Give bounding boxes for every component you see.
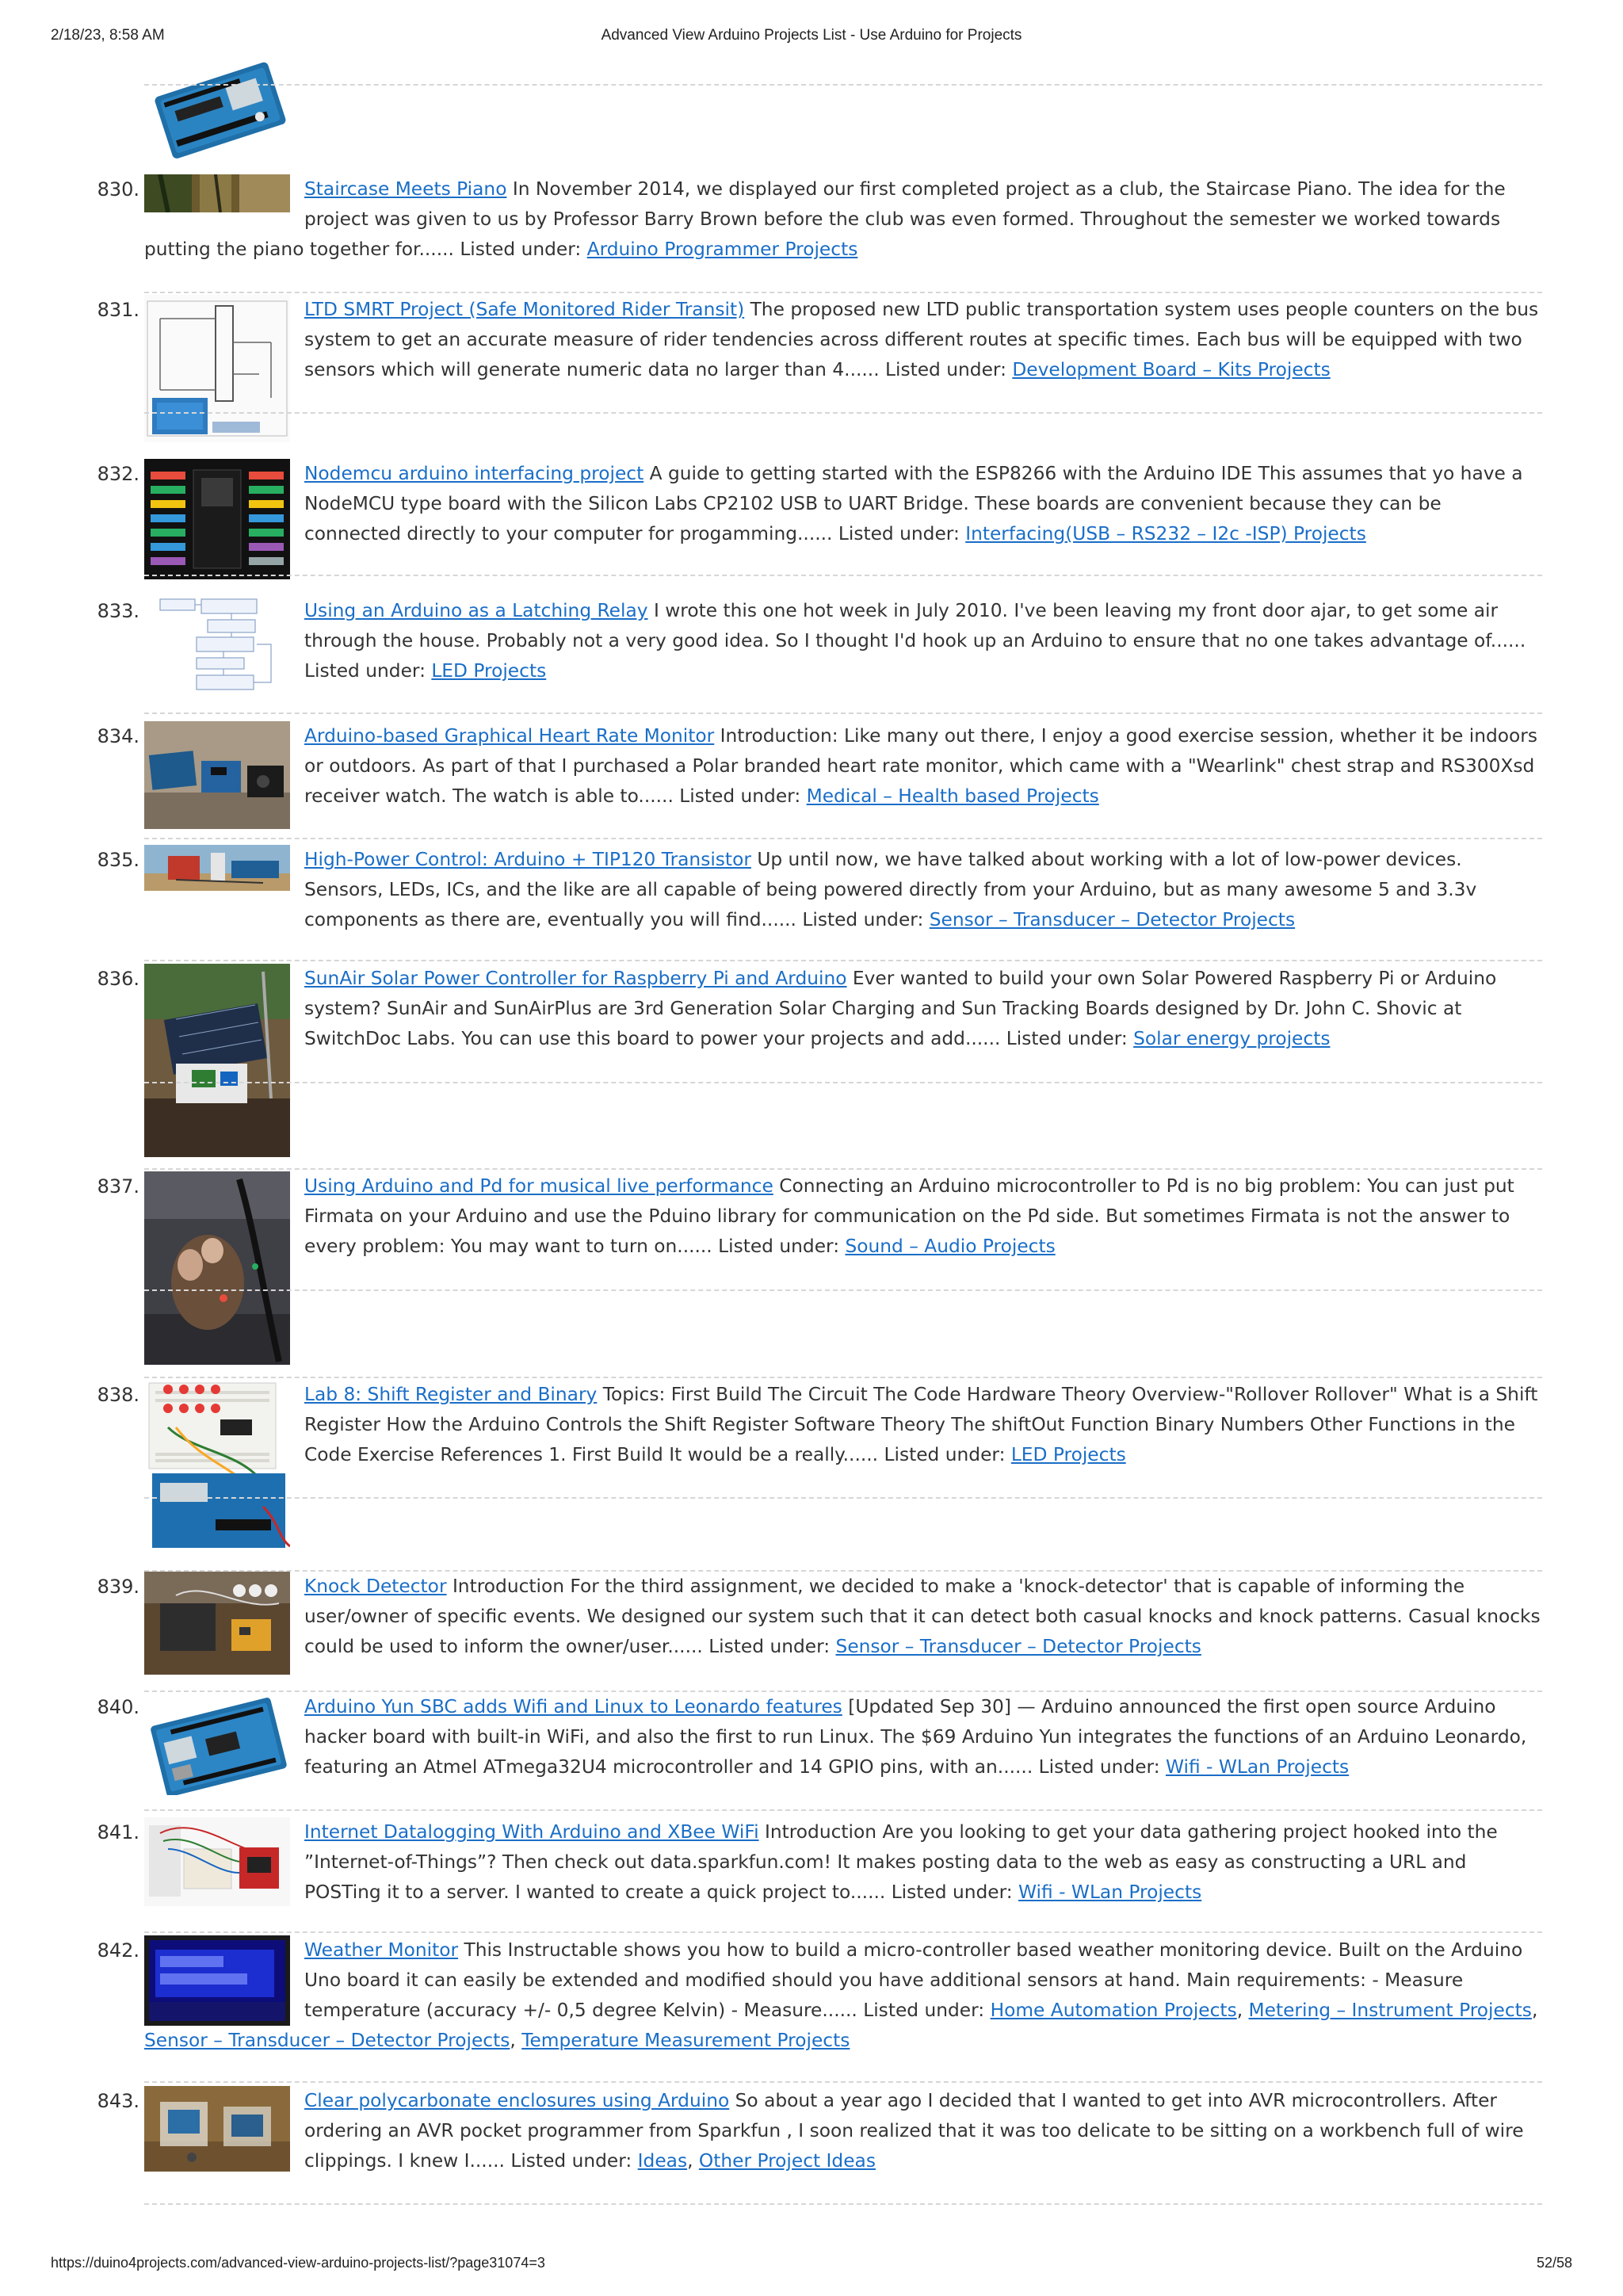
list-item (51, 2086, 1542, 2176)
item-title-link[interactable]: Clear polycarbonate enclosures using Arduino (304, 2090, 730, 2111)
separator (144, 1809, 1542, 1811)
category-link[interactable]: LED Projects (1010, 1444, 1126, 1465)
item-number: 838. (97, 1384, 139, 1406)
list-item (51, 845, 1542, 930)
listed-under-label: Listed under: (679, 785, 801, 807)
category-link[interactable]: Wifi - WLan Projects (1165, 1756, 1350, 1778)
item-text (144, 1572, 1542, 1662)
separator (144, 412, 1542, 414)
item-description: So about a year ago I decided that I wanted to get into AVR microcontrollers. After ordering an AVR pocket programmer from Sparkfun , I soon realized that it was too delicate to be sitting on a workbench full of wire clippings. I knew I...... (304, 2090, 1524, 2172)
list-item (51, 721, 1542, 829)
item-number: 837. (97, 1175, 139, 1198)
item-text (144, 295, 1542, 385)
separator (144, 960, 1542, 961)
list-item (51, 1692, 1542, 1795)
separator (144, 712, 1542, 714)
item-title-link[interactable]: Nodemcu arduino interfacing project (304, 463, 644, 484)
item-description: Ever wanted to build your own Solar Powered Raspberry Pi or Arduino system? SunAir and SunAirPlus are 3rd Generation Solar Charging and Sun Tracking Boards designed by Dr. John C. Shovic at SwitchDoc Labs. You can use this board to power your projects and add...... (304, 968, 1497, 1049)
category-link[interactable]: Sensor – Transducer – Detector Projects (144, 2030, 510, 2051)
listed-under-label: Listed under: (708, 1636, 831, 1657)
item-number: 830. (97, 178, 139, 201)
item-description: Connecting an Arduino microcontroller to Pd is no big problem: You can just put Firmata on your Arduino and use the Pduino library for communication on the Pd side. But sometimes Firmata is not the answer to every problem: You may want to turn on...... (304, 1175, 1514, 1257)
item-title-link[interactable]: High-Power Control: Arduino + TIP120 Transistor (304, 849, 751, 870)
category-link[interactable]: LED Projects (431, 660, 547, 682)
separator (144, 1931, 1542, 1933)
item-title-link[interactable]: LTD SMRT Project (Safe Monitored Rider Transit) (304, 299, 745, 320)
list-item (51, 596, 1542, 694)
listed-under-label: Listed under: (1038, 1756, 1160, 1778)
listed-under-label: Listed under: (802, 909, 924, 930)
item-description: In November 2014, we displayed our first completed project as a club, the Staircase Piano. The idea for the project was given to us by Professor Barry Brown before the club was even formed. Throughout the semester we worked towards putting the piano together for...... (144, 178, 1506, 260)
separator (144, 838, 1542, 839)
item-description: The proposed new LTD public transportation system uses people counters on the bus system to get an accurate measure of rider tendencies across different routes at specific times. Each bus will be equipped with two sensors which will generate numeric data no larger than 4...... (304, 299, 1539, 380)
page-counter: 52/58 (1536, 2255, 1572, 2271)
category-link[interactable]: Sound – Audio Projects (845, 1236, 1056, 1257)
separator (144, 84, 1542, 86)
separator (144, 292, 1542, 293)
list-item (51, 295, 1542, 445)
category-link[interactable]: Wifi - WLan Projects (1018, 1881, 1202, 1903)
listed-under-label: Listed under: (891, 1881, 1013, 1903)
item-number: 843. (97, 2090, 139, 2112)
category-link[interactable]: Temperature Measurement Projects (521, 2030, 850, 2051)
item-number: 842. (97, 1939, 139, 1962)
item-description: Introduction For the third assignment, we decided to make a 'knock-detector' that is capable of informing the user/owner of specific events. We designed our system such that it can detect both casual knocks and knock patterns. Casual knocks could be used to inform the owner/user...... (304, 1576, 1541, 1657)
list-item (51, 964, 1542, 1157)
category-link[interactable]: Solar energy projects (1133, 1028, 1331, 1049)
category-link[interactable]: Metering – Instrument Projects (1248, 2000, 1532, 2021)
listed-under-label: Listed under: (460, 239, 582, 260)
item-number: 832. (97, 463, 139, 485)
print-url: https://duino4projects.com/advanced-view-arduino-projects-list/?page31074=3 (51, 2255, 545, 2271)
item-number: 833. (97, 600, 139, 622)
item-description: Topics: First Build The Circuit The Code Hardware Theory Overview-"Rollover Rollover" What is a Shift Register How the Arduino Controls the Shift Register Software Theory The shiftOut Function Binary Numbers Other Functions in the Code Exercise References 1. First Build It would be a really...... (304, 1384, 1538, 1465)
print-datetime: 2/18/23, 8:58 AM (51, 27, 165, 44)
item-title-link[interactable]: SunAir Solar Power Controller for Raspberry Pi and Arduino (304, 968, 847, 989)
list-item (51, 1817, 1542, 1906)
item-text (144, 596, 1542, 686)
print-header (51, 27, 1572, 49)
item-number: 834. (97, 725, 139, 747)
listed-under-label: Listed under: (718, 1236, 840, 1257)
item-text (144, 964, 1542, 1054)
item-text (144, 459, 1542, 549)
item-text (144, 721, 1542, 812)
item-description: [Updated Sep 30] — Arduino announced the first open source Arduino hacker board with built-in WiFi, and also the first to run Linux. The $69 Arduino Yun integrates the functions of an Arduino Leonardo, featuring an Atmel ATmega32U4 microcontroller and 14 GPIO pins, with an...... (304, 1696, 1527, 1778)
item-number: 840. (97, 1696, 139, 1718)
list-item (51, 1171, 1542, 1365)
category-link[interactable]: Arduino Programmer Projects (586, 239, 858, 260)
separator (144, 2203, 1542, 2205)
item-text: Clear polycarbonate enclosures using Arduino So about a year ago I decided that I wanted to get into AVR microcontrollers. After ordering an AVR pocket programmer from Sparkfun , I soon realized that it was too delicate to be sitting on a workbench full of wire clippings. I knew I...... Listed under: Ideas, Other Project Ideas (304, 2090, 1524, 2172)
item-number: 839. (97, 1576, 139, 1598)
item-description: I wrote this one hot week in July 2010. I've been leaving my front door ajar, to get some air through the house. Probably not a very good idea. So I thought I'd hook up an Arduino to ensure that no one takes advantage of...... (304, 600, 1526, 651)
separator (144, 2081, 1542, 2083)
item-text: Weather Monitor This Instructable shows you how to build a micro-controller based weather monitoring device. Built on the Arduino Uno board it can easily be extended and modified should you have additional sensors at hand. Main requirements: - Measure temperature (accuracy +/- 0,5 degree Kelvin) - Measure...... Listed under: Home Automation Projects, Metering – Instrument Projects, Sensor – Transducer – Detector Projects, Temperature Measurement Projects (144, 1939, 1538, 2051)
separator (144, 1497, 1542, 1499)
category-link[interactable]: Home Automation Projects (990, 2000, 1237, 2021)
listed-under-label: Listed under: (885, 359, 1006, 380)
item-text (144, 845, 1542, 935)
item-number: 831. (97, 299, 139, 321)
list-item (51, 1380, 1542, 1551)
listed-under-label: Listed under: (838, 523, 960, 544)
item-title-link[interactable]: Weather Monitor (304, 1939, 459, 1961)
item-title-link[interactable]: Arduino Yun SBC adds Wifi and Linux to Leonardo features (304, 1696, 842, 1717)
item-number: 835. (97, 849, 139, 871)
listed-under-label: Listed under: (863, 2000, 985, 2021)
category-link[interactable]: Sensor – Transducer – Detector Projects (929, 909, 1296, 930)
listed-under-label: Listed under: (1006, 1028, 1128, 1049)
print-footer (51, 2255, 1572, 2277)
item-title-link[interactable]: Using an Arduino as a Latching Relay (304, 600, 648, 621)
item-description: Introduction: Like many out there, I enjoy a good exercise session, whether it be indoors or outdoors. As part of that I purchased a Polar branded heart rate monitor, which came with a "Wearlink" chest strap and RS300Xsd receiver watch. The watch is able to...... (304, 725, 1537, 807)
category-link[interactable]: Ideas (637, 2150, 688, 2172)
listed-under-label: Listed under: (304, 660, 426, 682)
item-description: Up until now, we have talked about working with a lot of low-power devices. Sensors, LEDs, ICs, and the like are all capable of being powered directly from your Arduino, but as many awesome 5 and 3.3v components as there are, eventually you will find...... (304, 849, 1477, 930)
item-title-link[interactable]: Lab 8: Shift Register and Binary (304, 1384, 598, 1405)
item-text (144, 1380, 1542, 1470)
category-link[interactable]: Medical – Health based Projects (806, 785, 1099, 807)
item-number: 841. (97, 1821, 139, 1843)
item-text (144, 174, 1542, 265)
item-title-link[interactable]: Arduino-based Graphical Heart Rate Monitor (304, 725, 715, 747)
listed-under-label: Listed under: (884, 1444, 1006, 1465)
item-number: 836. (97, 968, 139, 990)
category-link[interactable]: Sensor – Transducer – Detector Projects (835, 1636, 1201, 1657)
listed-under-label: Listed under: (510, 2150, 632, 2172)
separator (144, 575, 1542, 576)
list-item (51, 174, 1542, 268)
item-title-link[interactable]: Using Arduino and Pd for musical live performance (304, 1175, 773, 1197)
item-description: A guide to getting started with the ESP8266 with the Arduino IDE This assumes that yo have a NodeMCU type board with the Silicon Labs CP2102 USB to UART Bridge. These boards are convenient because they can be connected directly to your computer for progamming...... (304, 463, 1523, 544)
separator (144, 1289, 1542, 1291)
item-title-link[interactable]: Internet Datalogging With Arduino and XBee WiFi (304, 1821, 759, 1843)
list-item (51, 1572, 1542, 1675)
item-description: This Instructable shows you how to build a micro-controller based weather monitoring device. Built on the Arduino Uno board it can easily be extended and modified should you have additional sensors at hand. Main requirements: - Measure temperature (accuracy +/- 0,5 degree Kelvin) - Measure...... (304, 1939, 1523, 2021)
item-text (144, 1692, 1542, 1782)
list-item (51, 1935, 1542, 2051)
category-link[interactable]: Development Board – Kits Projects (1012, 359, 1331, 380)
category-link[interactable]: Other Project Ideas (698, 2150, 876, 2172)
print-page-title: Advanced View Arduino Projects List - Use Arduino for Projects (601, 27, 1022, 44)
item-title-link[interactable]: Knock Detector (304, 1576, 447, 1597)
category-link[interactable]: Interfacing(USB – RS232 – I2c -ISP) Projects (965, 523, 1366, 544)
item-title-link[interactable]: Staircase Meets Piano (304, 178, 507, 200)
item-text (144, 1171, 1542, 1262)
previous-entry-thumbnail[interactable] (144, 57, 287, 160)
separator (144, 1168, 1542, 1170)
list-item (51, 459, 1542, 579)
item-description: Introduction Are you looking to get your data gathering project hooked into the ”Internet-of-Things”? Then check out data.sparkfun.com! It makes posting data to the web as easy as constructing a URL and POSTing it to a server. I wanted to create a quick project to...... (304, 1821, 1498, 1903)
separator (144, 1082, 1542, 1083)
separator (144, 1377, 1542, 1378)
item-text (144, 1817, 1542, 1908)
